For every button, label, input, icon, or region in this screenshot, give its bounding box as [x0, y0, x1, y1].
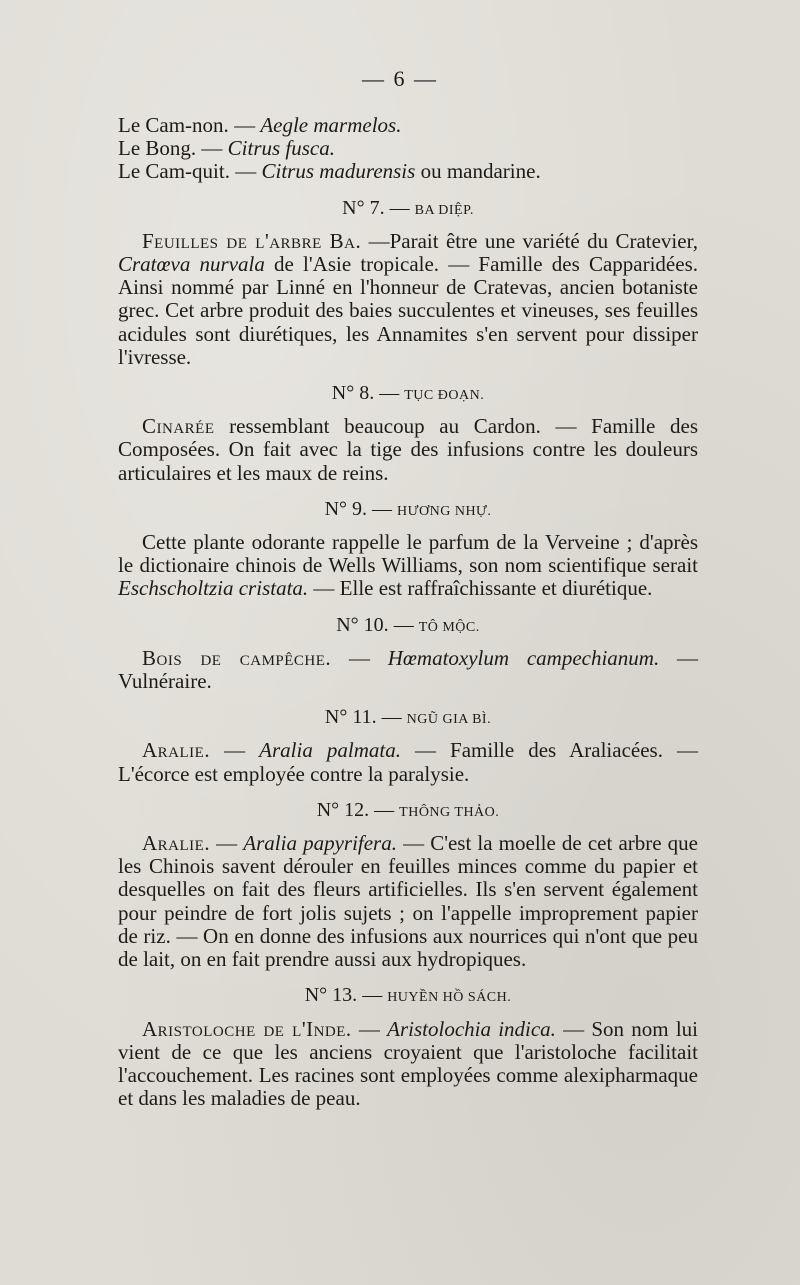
entry-name: HƯƠNG NHỰ. [397, 503, 492, 519]
entry-lead: Bois de campêche. [142, 645, 332, 670]
entry-name: THÔNG THẢO. [399, 804, 500, 820]
body-text: — Famille des Araliacées. — L'écorce est employée contre la paralysie. [118, 738, 698, 786]
entry-number: N° 12. [316, 798, 370, 821]
body-text: — [210, 831, 244, 856]
body-text: — Son nom lui vient de ce que les anciens croyaient que l'aristoloche facilitait l'accouchement. Les racines sont employées comme alexipharmaque et dans les maladies de peau. [118, 1016, 699, 1111]
plant-name: Le Bong. [118, 136, 197, 161]
entry-heading [118, 197, 698, 222]
latin-name: Citrus madurensis [261, 159, 416, 184]
entry-body [118, 832, 698, 971]
separator: — [369, 798, 400, 821]
body-text: Cette plante odorante rappelle le parfum de la Verveine ; d'après le dictionaire chinois de Wells Williams, son nom scientifique serait [118, 530, 698, 578]
separator: — [228, 113, 261, 137]
entry-lead: Aristoloche de l'Inde. [142, 1016, 352, 1041]
body-text: — [351, 1016, 388, 1041]
entries [118, 197, 698, 1111]
separator: — [384, 196, 415, 219]
plant-name: Le Cam-quit. [118, 159, 230, 184]
entry [118, 614, 698, 694]
latin-name: Aristolochia indica. [387, 1016, 556, 1041]
body-text: — [210, 738, 260, 763]
separator: — [196, 136, 228, 161]
latin-name: Aegle marmelos. [260, 113, 402, 137]
body-text: de l'Asie tropicale. — Famille des Capparidées. Ainsi nommé par Linné en l'honneur de Cratevas, ancien botaniste grec. Cet arbre produit des baies succulentes et vineuses, ses feuilles acidules sont diurétiques, les Annamites s'en servent pour dissiper l'ivresse. [118, 252, 698, 369]
entry-name: TÔ MỘC. [418, 619, 480, 635]
latin-name: Citrus fusca. [227, 136, 336, 161]
entry-number: N° 11. [324, 706, 377, 729]
body-text: —Parait être une variété du Cratevier, [361, 228, 698, 253]
separator: — [229, 159, 262, 184]
latin-name: Aralia papyrifera. [243, 831, 397, 856]
entry-body [118, 647, 698, 693]
latin-name: Hœmatoxylum campechianum. [387, 645, 660, 670]
latin-name: Cratœva nurvala [118, 252, 265, 277]
entry [118, 197, 698, 369]
entry [118, 984, 698, 1110]
entry [118, 498, 698, 601]
entry-lead: Feuilles de l'arbre Ba. [142, 228, 362, 253]
entry-heading [118, 706, 698, 731]
separator: — [367, 497, 398, 520]
entry-name: NGŨ GIA BÌ. [406, 712, 492, 728]
latin-name: Aralia palmata. [259, 738, 401, 763]
entry-body [118, 531, 698, 601]
entry-name: HUYỀN HỒ SÁCH. [387, 990, 512, 1006]
entry-heading [118, 382, 698, 407]
page-number: — 6 — [362, 66, 438, 91]
entry-number: N° 9. [324, 497, 368, 520]
latin-name: Eschscholtzia cristata. [118, 576, 309, 601]
entry [118, 799, 698, 971]
separator: — [376, 706, 407, 729]
entry-number: N° 13. [304, 984, 358, 1007]
entry-number: N° 7. [342, 196, 385, 219]
plant-name: Le Cam-non. [118, 113, 229, 137]
body-text: — Elle est raffraîchissante et diurétique. [308, 576, 653, 601]
entry-heading [118, 984, 698, 1009]
entry [118, 382, 698, 485]
separator: — [357, 984, 388, 1007]
page-text [118, 114, 698, 1110]
entry-heading [118, 799, 698, 824]
intro-line [118, 160, 698, 183]
intro-list [118, 114, 698, 184]
body-text: — Vulnéraire. [118, 645, 698, 694]
entry-lead: Cinarée [142, 414, 215, 439]
entry-lead: Aralie. [142, 831, 211, 856]
entry-name: BA DIỆP. [414, 202, 474, 218]
entry-heading [118, 498, 698, 523]
entry-body [118, 230, 698, 369]
note: ou mandarine. [415, 159, 541, 184]
body-text: — C'est la moelle de cet arbre que les Chinois savent dérouler en feuilles minces comme du papier et desquelles on fait des fleurs artificielles. Ils s'en servent également pour peindre de fort jolis sujets ; on l'appelle improprement papier de riz. — On en donne des infusions aux nourrices qui n'ont que peu de lait, on en fait prendre aussi aux hydropiques. [118, 831, 699, 972]
entry-body [118, 739, 698, 785]
body-text: — [331, 645, 388, 670]
entry-number: N° 10. [336, 613, 389, 636]
entry [118, 706, 698, 786]
intro-line [118, 137, 698, 160]
entry-body [118, 415, 698, 485]
separator: — [374, 382, 405, 405]
entry-heading [118, 614, 698, 639]
entry-body [118, 1018, 698, 1111]
entry-number: N° 8. [331, 382, 375, 405]
entry-lead: Aralie. [142, 738, 211, 763]
intro-line [118, 114, 698, 137]
separator: — [388, 613, 419, 636]
body-text: ressemblant beaucoup au Cardon. — Famille des Composées. On fait avec la tige des infusions contre les douleurs articulaires et les maux de reins. [118, 414, 698, 485]
entry-name: TỤC ĐOẠN. [404, 388, 485, 404]
